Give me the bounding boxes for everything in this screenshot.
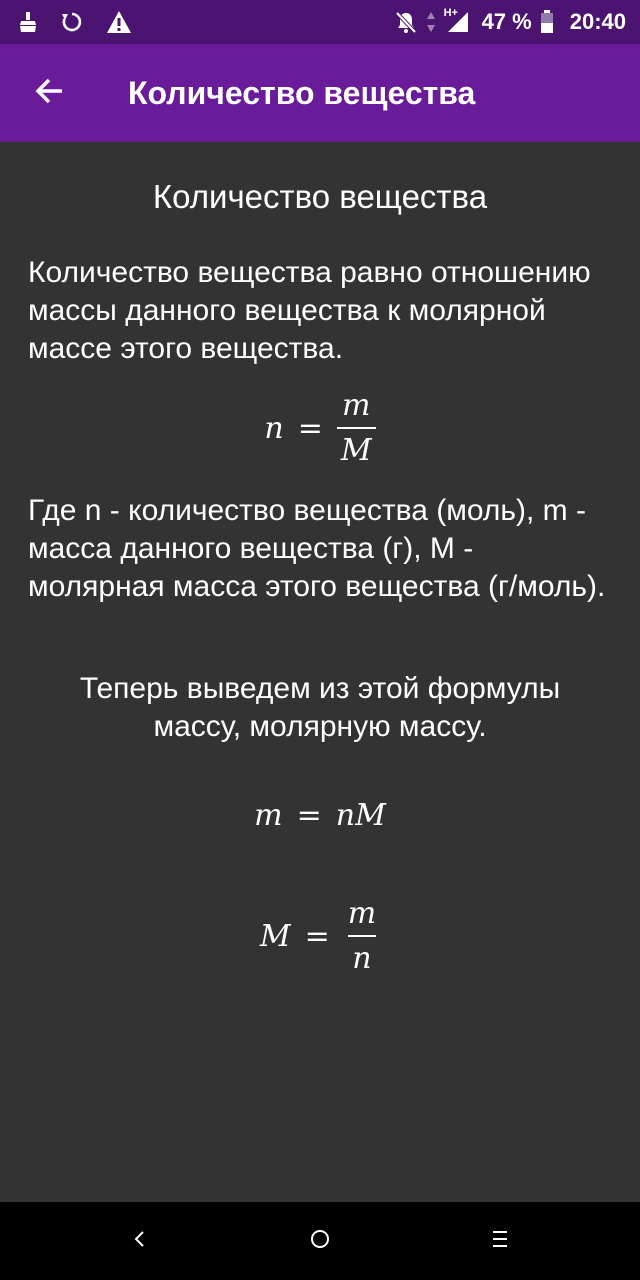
sync-icon <box>60 10 84 34</box>
page-title: Количество вещества <box>128 74 476 111</box>
formula-lhs: m <box>254 798 283 833</box>
back-button[interactable] <box>20 63 80 123</box>
status-left <box>18 10 154 34</box>
article-heading: Количество вещества <box>152 178 488 215</box>
nav-menu-button[interactable] <box>470 1211 530 1271</box>
battery-percent: 47 % <box>481 9 532 34</box>
warning-icon <box>106 10 132 34</box>
signal-icon <box>443 7 470 34</box>
back-chevron-icon <box>130 1227 150 1256</box>
nav-home-button[interactable] <box>290 1211 350 1271</box>
app-bar <box>0 44 640 142</box>
nav-back-button[interactable] <box>110 1211 170 1271</box>
system-nav-bar <box>0 1202 640 1280</box>
formula-lhs: n <box>264 410 284 446</box>
variables-paragraph: Где n - количество вещества (моль), m - масса данного вещества (г), M - молярная масса этого вещества (г/моль). <box>28 494 606 603</box>
fraction-numerator: m <box>342 388 371 423</box>
formula-fraction <box>337 388 376 468</box>
battery-icon <box>540 10 554 34</box>
home-circle-icon <box>308 1227 332 1256</box>
status-right <box>386 9 626 35</box>
formula-amount <box>0 388 640 468</box>
bell-off-icon <box>394 10 418 34</box>
fraction-denominator: M <box>337 427 376 468</box>
arrow-left-icon <box>34 75 66 112</box>
formula-equals: = <box>296 798 322 833</box>
formula-molar-mass <box>0 896 640 976</box>
network-type-label: H+ <box>443 7 458 19</box>
fraction-numerator: m <box>347 896 377 931</box>
cleaner-icon <box>18 11 38 33</box>
clock: 20:40 <box>569 9 626 34</box>
data-arrows-icon <box>426 11 436 33</box>
status-bar <box>0 0 640 44</box>
formula-rhs: nM <box>335 798 386 833</box>
formula-fraction <box>344 896 380 976</box>
formula-lhs: M <box>259 918 291 954</box>
formula-equals: = <box>297 410 323 446</box>
formula-equals: = <box>304 918 330 954</box>
article-content <box>0 142 640 1202</box>
derivation-paragraph: Теперь выведем из этой формулы массу, молярную массу. <box>79 672 561 743</box>
definition-paragraph: Количество вещества равно отношению массы данного вещества к молярной массе этого вещества. <box>28 256 591 365</box>
menu-lines-icon <box>488 1227 512 1256</box>
fraction-denominator: n <box>348 935 375 976</box>
formula-mass <box>0 798 640 833</box>
